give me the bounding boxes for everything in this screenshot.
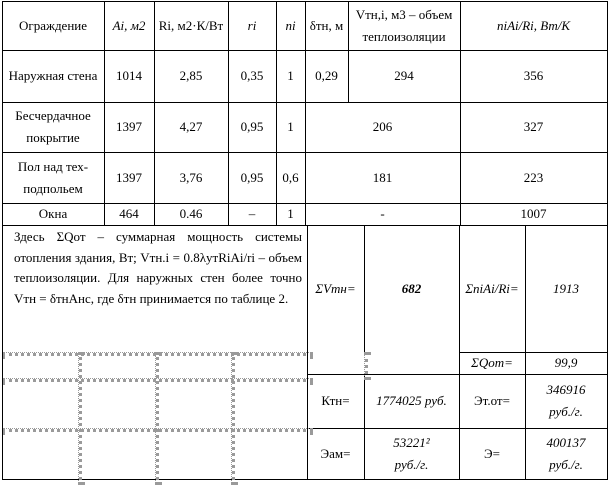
sum-q-label: ΣQот=: [471, 355, 513, 370]
row-r: 0,95: [240, 169, 264, 185]
row-delta: 0,29: [315, 68, 338, 83]
row-n: 1: [287, 119, 294, 134]
sum-volume-value: 682: [401, 281, 422, 296]
row-area: 1397: [116, 169, 142, 185]
row-n: 1: [287, 206, 294, 221]
row-resistance: 3,76: [179, 169, 203, 185]
row-name: Бесчердачное покрытие: [15, 108, 91, 145]
header-resistance: Ri, м2·К/Вт: [158, 17, 224, 33]
row-area: 464: [119, 206, 139, 221]
header-delta: δтн, м: [309, 17, 344, 33]
row-area: 1397: [116, 119, 142, 134]
row-flux: 356: [523, 68, 544, 83]
row-flux: 1007: [520, 206, 547, 221]
k-value: 1774025 руб.: [376, 393, 447, 408]
e-am-value: 53221² руб./г.: [393, 434, 430, 472]
sum-flux-value: 1913: [553, 281, 579, 296]
header-r: ri: [247, 17, 257, 33]
row-n: 0,6: [282, 169, 299, 185]
row-r: –: [248, 206, 256, 221]
row-flux: 223: [523, 169, 544, 185]
sum-flux-label: ΣniAi/Ri=: [465, 281, 519, 296]
e-ot-value: 346916 руб./г.: [546, 382, 586, 419]
header-fence: Ограждение: [18, 17, 88, 33]
sum-q-value: 99,9: [554, 355, 578, 370]
header-volume: Vтн,i, м3 – объем теплоизоляции: [355, 6, 453, 44]
e-am-label: Эам=: [320, 445, 351, 461]
row-volume: 181: [372, 169, 393, 185]
row-r: 0,95: [240, 119, 264, 134]
e-value: 400137 руб./г.: [546, 434, 586, 472]
k-label: Ктн=: [321, 393, 350, 408]
row-resistance: 0.46: [179, 206, 203, 221]
note-paragraph: Здесь ΣQот – суммарная мощность системы отопления здания, Вт; Vтн.i = 0.8λутRiAi/ri – объем теплоизоляции. Для наружных стен более точно Vтн = δтнAнс, где δтн принимается по таблице 2.: [14, 229, 302, 306]
header-flux: niAi/Ri, Вт/К: [496, 17, 571, 33]
row-volume: -: [380, 206, 385, 221]
row-resistance: 2,85: [179, 68, 203, 83]
row-resistance: 4,27: [179, 119, 203, 134]
e-ot-label: Эт.от=: [474, 393, 510, 408]
row-n: 1: [287, 68, 294, 83]
row-name: Пол над тех-подпольем: [17, 158, 89, 196]
row-volume: 294: [394, 68, 414, 83]
header-n: ni: [285, 17, 296, 33]
e-label: Э=: [484, 445, 500, 461]
row-flux: 327: [523, 119, 544, 134]
sum-volume-label: ΣVтн=: [315, 281, 356, 296]
row-r: 0,35: [240, 68, 264, 83]
row-name: Окна: [38, 206, 68, 221]
row-name: Наружная стена: [8, 68, 98, 83]
row-area: 1014: [116, 68, 142, 83]
row-volume: 206: [372, 119, 393, 134]
header-area: Ai, м2: [112, 17, 146, 33]
